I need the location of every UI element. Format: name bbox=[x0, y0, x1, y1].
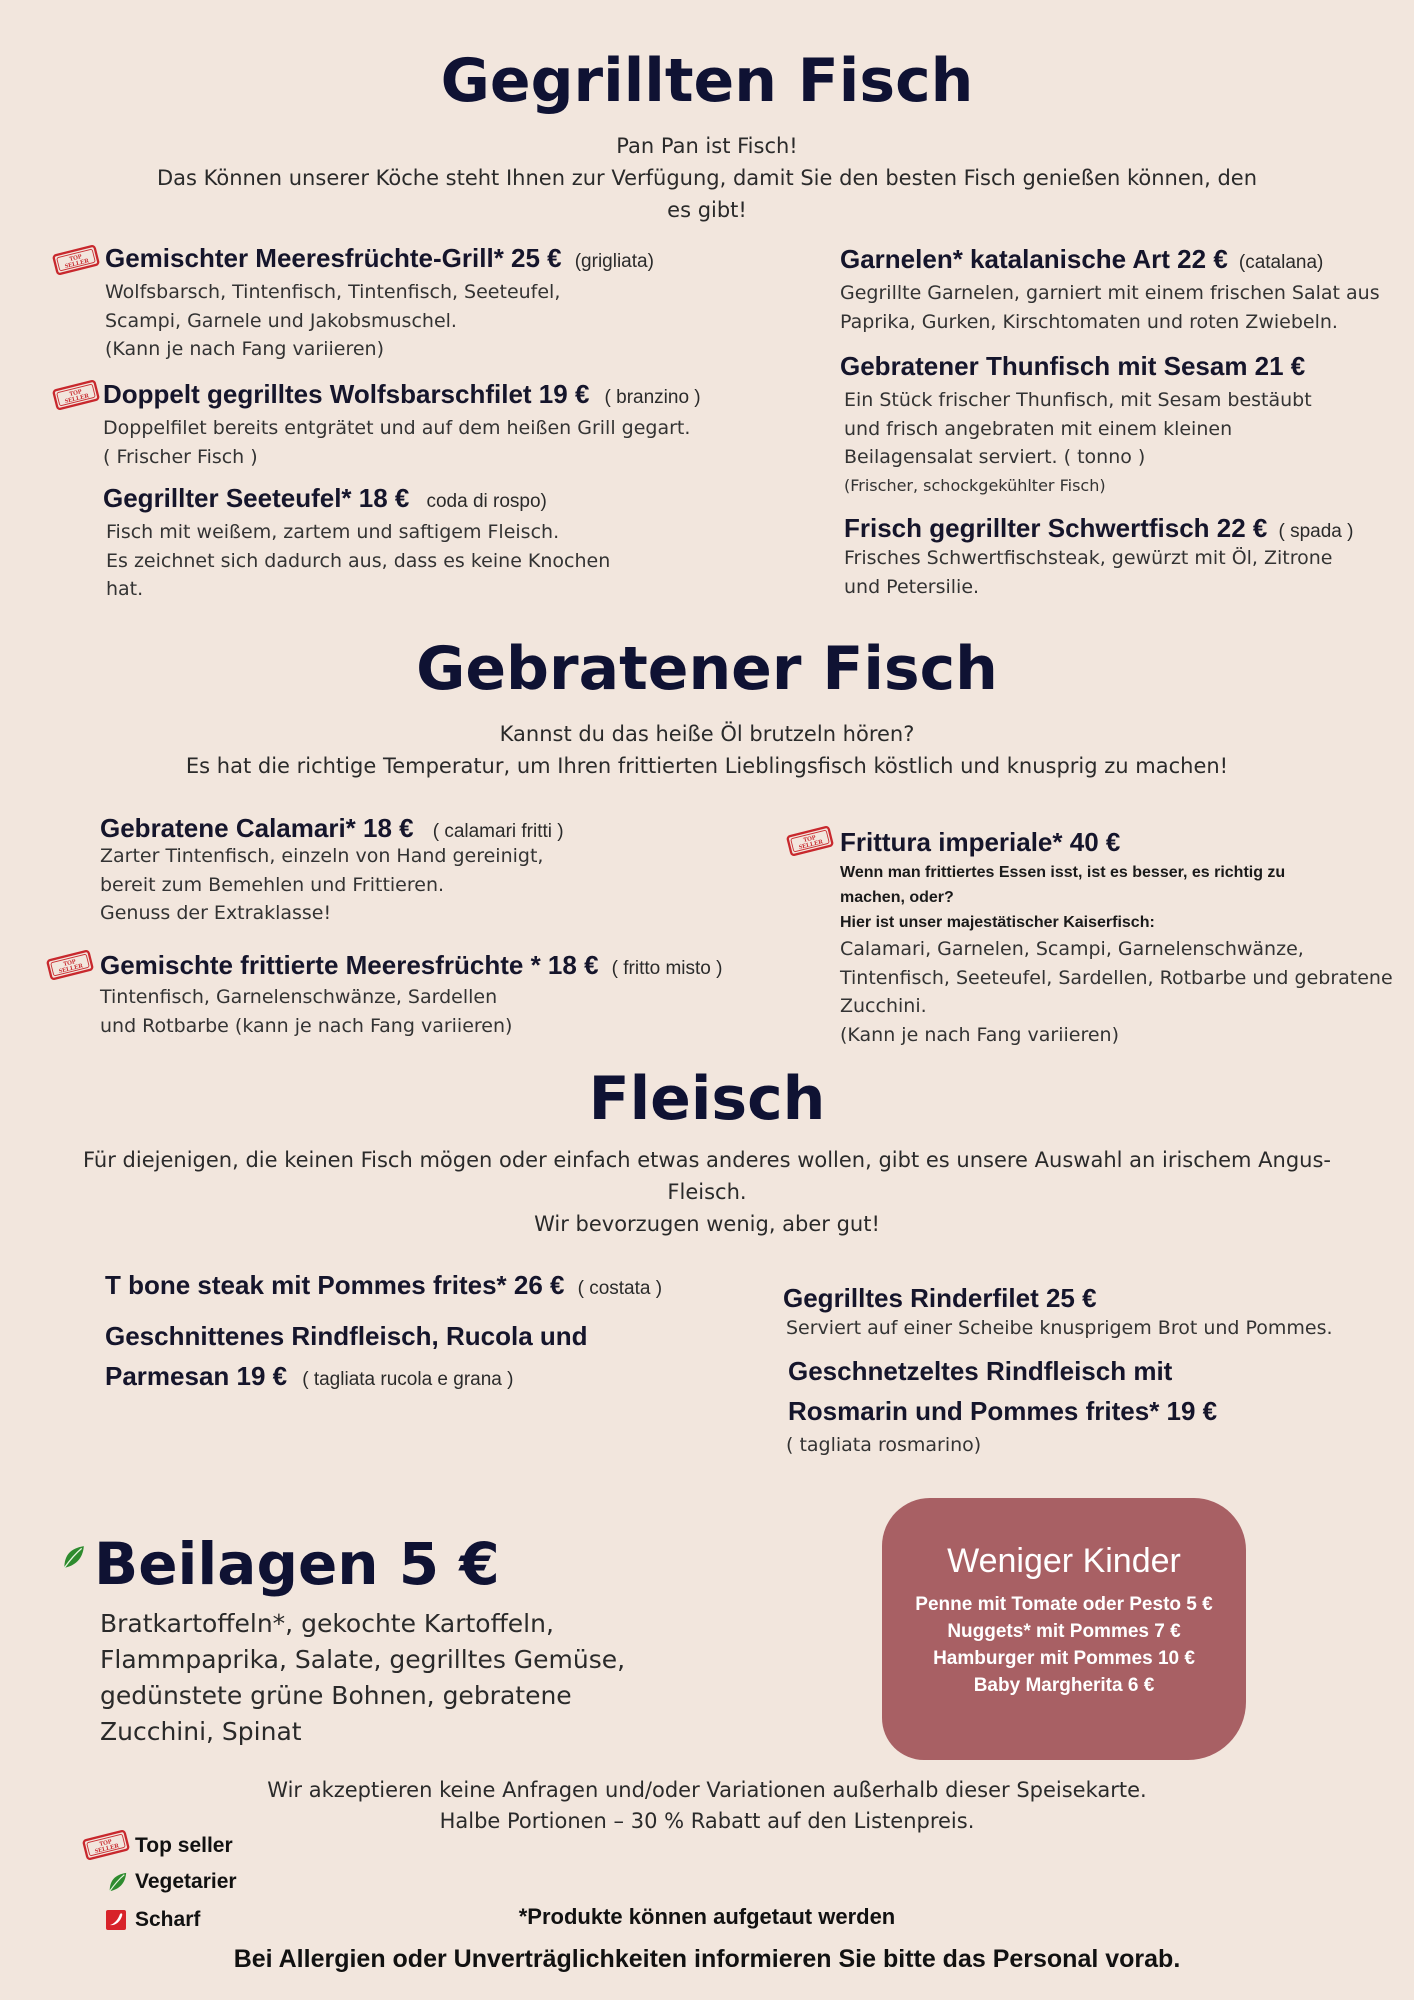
grilled-intro bbox=[0, 130, 1414, 226]
sides-line: gedünstete grüne Bohnen, gebratene bbox=[100, 1681, 572, 1710]
desc-line: und Petersilie. bbox=[844, 575, 980, 598]
desc-line: Calamari, Garnelen, Scampi, Garnelenschwänze, bbox=[840, 938, 1304, 960]
item-name: Garnelen* katalanische Art 22 € bbox=[840, 244, 1228, 274]
menu-item-swordfish bbox=[844, 513, 1353, 601]
menu-item-tuna bbox=[840, 351, 1312, 500]
item-description bbox=[106, 518, 610, 604]
top-seller-icon bbox=[46, 950, 94, 980]
desc-line: Es zeichnet sich dadurch aus, dass es keine Knochen bbox=[106, 549, 611, 572]
item-name: Gemischte frittierte Meeresfrüchte * 18 € bbox=[100, 950, 599, 980]
item-name: Gegrillter Seeteufel* 18 € bbox=[103, 483, 410, 513]
kids-items bbox=[882, 1591, 1246, 1699]
desc-line: Paprika, Gurken, Kirschtomaten und roten Zwiebeln. bbox=[840, 310, 1338, 333]
desc-line: (Kann je nach Fang variieren) bbox=[840, 1023, 1119, 1046]
menu-item-calamari bbox=[100, 813, 564, 928]
menu-item-prawns bbox=[840, 244, 1380, 336]
tagline-line: Wenn man frittiertes Essen isst, ist es besser, es richtig zu bbox=[840, 864, 1286, 881]
item-name: Gebratener Thunfisch mit Sesam 21 € bbox=[840, 351, 1306, 381]
kids-title: Weniger Kinder bbox=[947, 1542, 1181, 1580]
kids-item: Hamburger mit Pommes 10 € bbox=[933, 1648, 1195, 1669]
desc-line: Genuss der Extraklasse! bbox=[100, 902, 332, 924]
fried-intro-line: Es hat die richtige Temperatur, um Ihren frittierten Lieblingsfisch köstlich und knusprig zu machen! bbox=[185, 754, 1229, 778]
item-name: Gemischter Meeresfrüchte-Grill* 25 € bbox=[105, 243, 562, 273]
top-seller-icon bbox=[52, 245, 100, 275]
menu-item-grill-mix bbox=[105, 243, 654, 364]
item-name: Gebratene Calamari* 18 € bbox=[100, 813, 414, 843]
item-italian: ( tagliata rosmarino) bbox=[786, 1434, 982, 1456]
kids-menu-box bbox=[882, 1498, 1246, 1760]
top-seller-icon bbox=[52, 380, 100, 410]
desc-line: Gegrillte Garnelen, garniert mit einem frischen Salat aus bbox=[840, 282, 1380, 304]
sides-line: Flammpaprika, Salate, gegrilltes Gemüse, bbox=[100, 1645, 626, 1674]
item-name: Parmesan 19 € bbox=[105, 1361, 288, 1391]
fried-intro-line: Kannst du das heiße Öl brutzeln hören? bbox=[499, 722, 915, 746]
kids-item: Baby Margherita 6 € bbox=[973, 1675, 1155, 1696]
desc-line: Scampi, Garnele und Jakobsmuschel. bbox=[105, 309, 457, 332]
menu-item-fritto-misto bbox=[100, 950, 722, 1040]
item-italian: (catalana) bbox=[1238, 252, 1324, 273]
menu-item-t-bone bbox=[105, 1270, 662, 1301]
desc-line: Frisches Schwertfischsteak, gewürzt mit Öl, Zitrone bbox=[844, 547, 1333, 569]
kids-item: Nuggets* mit Pommes 7 € bbox=[947, 1621, 1181, 1642]
item-description: Serviert auf einer Scheibe knusprigem Brot und Pommes. bbox=[786, 1317, 1333, 1339]
desc-line: Doppelfilet bereits entgrätet und auf dem heißen Grill gegart. bbox=[103, 417, 691, 439]
item-italian: ( calamari fritti ) bbox=[432, 821, 564, 842]
legend-vegetarian: Vegetarier bbox=[135, 1870, 237, 1893]
desc-line: Fisch mit weißem, zartem und saftigem Fleisch. bbox=[106, 521, 560, 543]
grilled-intro-line: Das Können unserer Köche steht Ihnen zur Verfügung, damit Sie den besten Fisch genießen können, den bbox=[157, 166, 1257, 190]
menu-item-seabass bbox=[103, 379, 701, 471]
menu-item-beef-fillet bbox=[783, 1283, 1333, 1343]
item-name: Rosmarin und Pommes frites* 19 € bbox=[788, 1396, 1218, 1426]
fried-intro bbox=[0, 718, 1414, 782]
thawed-note: *Produkte können aufgetaut werden bbox=[518, 1904, 896, 1929]
desc-line: (Kann je nach Fang variieren) bbox=[105, 338, 384, 360]
item-name: Geschnittenes Rindfleisch, Rucola und bbox=[105, 1321, 588, 1351]
item-description bbox=[844, 544, 1353, 601]
menu-item-tagliata-rosmarino bbox=[788, 1351, 1217, 1460]
item-name: Frittura imperiale* 40 € bbox=[840, 827, 1121, 857]
top-seller-icon bbox=[786, 826, 834, 856]
item-italian: coda di rospo) bbox=[426, 491, 547, 512]
sides-line: Bratkartoffeln*, gekochte Kartoffeln, bbox=[100, 1609, 554, 1638]
item-description bbox=[840, 935, 1393, 1049]
desc-line: Ein Stück frischer Thunfisch, mit Sesam bestäubt bbox=[844, 389, 1312, 411]
sides-title: Beilagen 5 € bbox=[94, 1530, 500, 1598]
tagline-line: Hier ist unser majestätischer Kaiserfisch: bbox=[840, 914, 1155, 931]
legend-spicy: Scharf bbox=[135, 1908, 201, 1931]
desc-line: Zarter Tintenfisch, einzeln von Hand gereinigt, bbox=[100, 845, 544, 867]
item-name: T bone steak mit Pommes frites* 26 € bbox=[105, 1270, 565, 1300]
kids-item: Penne mit Tomate oder Pesto 5 € bbox=[915, 1594, 1213, 1615]
menu-item-monkfish bbox=[103, 483, 610, 604]
item-italian: ( fritto misto ) bbox=[611, 958, 723, 979]
item-description bbox=[103, 414, 701, 471]
desc-line: und frisch angebraten mit einem kleinen bbox=[844, 417, 1233, 440]
item-name: Doppelt gegrilltes Wolfsbarschfilet 19 € bbox=[103, 379, 590, 409]
menu-item-tagliata-rucola bbox=[105, 1316, 588, 1400]
meat-intro-line: Fleisch. bbox=[667, 1180, 747, 1204]
desc-line: Beilagensalat serviert. ( tonno ) bbox=[844, 446, 1146, 468]
desc-line: Wolfsbarsch, Tintenfisch, Tintenfisch, Seeteufel, bbox=[105, 281, 561, 303]
item-description bbox=[844, 386, 1312, 500]
section-title-fried: Gebratener Fisch bbox=[416, 634, 998, 704]
item-description bbox=[100, 842, 564, 928]
vegetarian-leaf-icon bbox=[106, 1871, 128, 1893]
sides-line: Zucchini, Spinat bbox=[100, 1717, 302, 1746]
meat-intro bbox=[0, 1144, 1414, 1240]
item-italian: (grigliata) bbox=[574, 251, 654, 272]
desc-line: Tintenfisch, Garnelenschwänze, Sardellen bbox=[100, 986, 498, 1008]
desc-line: hat. bbox=[106, 578, 144, 600]
item-italian: ( costata ) bbox=[577, 1278, 663, 1299]
item-description bbox=[105, 278, 654, 364]
item-name: Frisch gegrillter Schwertfisch 22 € bbox=[844, 513, 1268, 543]
section-title-meat: Fleisch bbox=[588, 1064, 826, 1134]
notice-line: Halbe Portionen – 30 % Rabatt auf den Listenpreis. bbox=[439, 1809, 975, 1833]
sides-list bbox=[100, 1606, 625, 1750]
desc-line: und Rotbarbe (kann je nach Fang variieren) bbox=[100, 1014, 513, 1037]
notice-line: Wir akzeptieren keine Anfragen und/oder Variationen außerhalb dieser Speisekarte. bbox=[267, 1778, 1147, 1802]
desc-line: Zucchini. bbox=[840, 995, 927, 1017]
grilled-intro-line: Pan Pan ist Fisch! bbox=[616, 134, 798, 158]
menu-item-frittura-imperiale bbox=[840, 827, 1393, 1049]
item-name: Geschnetzeltes Rindfleisch mit bbox=[788, 1356, 1173, 1386]
item-italian: ( branzino ) bbox=[604, 387, 701, 408]
tagline-line: machen, oder? bbox=[840, 889, 954, 906]
item-description bbox=[100, 983, 722, 1040]
item-description bbox=[840, 279, 1380, 336]
top-seller-icon bbox=[82, 1830, 130, 1860]
item-italian: ( spada ) bbox=[1278, 521, 1354, 542]
section-title-grilled: Gegrillten Fisch bbox=[440, 46, 974, 116]
item-name: Gegrilltes Rinderfilet 25 € bbox=[783, 1283, 1097, 1313]
allergy-note: Bei Allergien oder Unverträglichkeiten informieren Sie bitte das Personal vorab. bbox=[233, 1945, 1181, 1973]
desc-line: bereit zum Bemehlen und Frittieren. bbox=[100, 873, 445, 896]
desc-note: (Frischer, schockgekühlter Fisch) bbox=[844, 475, 1106, 495]
meat-intro-line: Für diejenigen, die keinen Fisch mögen oder einfach etwas anderes wollen, gibt es unsere Auswahl an irischem Angus- bbox=[83, 1148, 1331, 1172]
desc-line: Tintenfisch, Seeteufel, Sardellen, Rotbarbe und gebratene bbox=[840, 966, 1393, 989]
grilled-intro-line: es gibt! bbox=[667, 198, 747, 222]
legend-top-seller: Top seller bbox=[135, 1834, 233, 1857]
footer-notice bbox=[0, 1775, 1414, 1837]
item-tagline bbox=[840, 860, 1393, 935]
meat-intro-line: Wir bevorzugen wenig, aber gut! bbox=[534, 1212, 880, 1236]
item-italian: ( tagliata rucola e grana ) bbox=[302, 1369, 514, 1390]
desc-line: ( Frischer Fisch ) bbox=[103, 445, 258, 468]
vegetarian-leaf-icon bbox=[60, 1544, 86, 1570]
